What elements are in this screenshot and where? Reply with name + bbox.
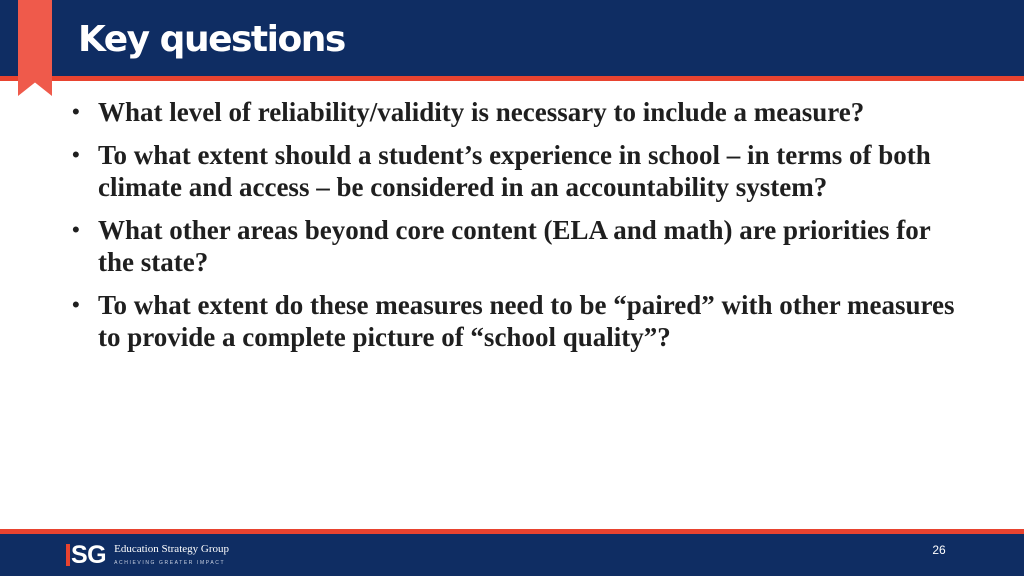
bullet-list — [72, 96, 972, 364]
bullet-text: What other areas beyond core content (ELA and math) are priorities for the state? — [98, 215, 931, 277]
bullet-icon: • — [72, 99, 80, 124]
bookmark-ribbon-icon — [18, 0, 52, 96]
bullet-text: To what extent should a student’s experience in school – in terms of both climate and access – be considered in an accountability system? — [98, 140, 931, 202]
bullet-item — [72, 289, 972, 353]
bullet-text: To what extent do these measures need to be “paired” with other measures to provide a complete picture of “school quality”? — [98, 290, 955, 352]
bullet-text: What level of reliability/validity is necessary to include a measure? — [98, 97, 865, 127]
logo-e-accent-icon — [66, 544, 70, 566]
bullet-icon: • — [72, 292, 80, 317]
page-number: 26 — [932, 543, 946, 557]
logo-name: Education Strategy Group — [114, 543, 229, 555]
esg-logo-mark — [66, 540, 106, 570]
bullet-item — [72, 214, 972, 278]
bullet-icon: • — [72, 217, 80, 242]
logo-tagline: ACHIEVING GREATER IMPACT — [114, 560, 226, 566]
bullet-item — [72, 96, 972, 128]
header-accent-line — [0, 76, 1024, 81]
bullet-item — [72, 139, 972, 203]
esg-logo — [66, 540, 229, 570]
bullet-icon: • — [72, 142, 80, 167]
logo-text — [114, 543, 229, 567]
slide-title: Key questions — [78, 19, 345, 60]
logo-mark-text: SG — [71, 541, 107, 569]
